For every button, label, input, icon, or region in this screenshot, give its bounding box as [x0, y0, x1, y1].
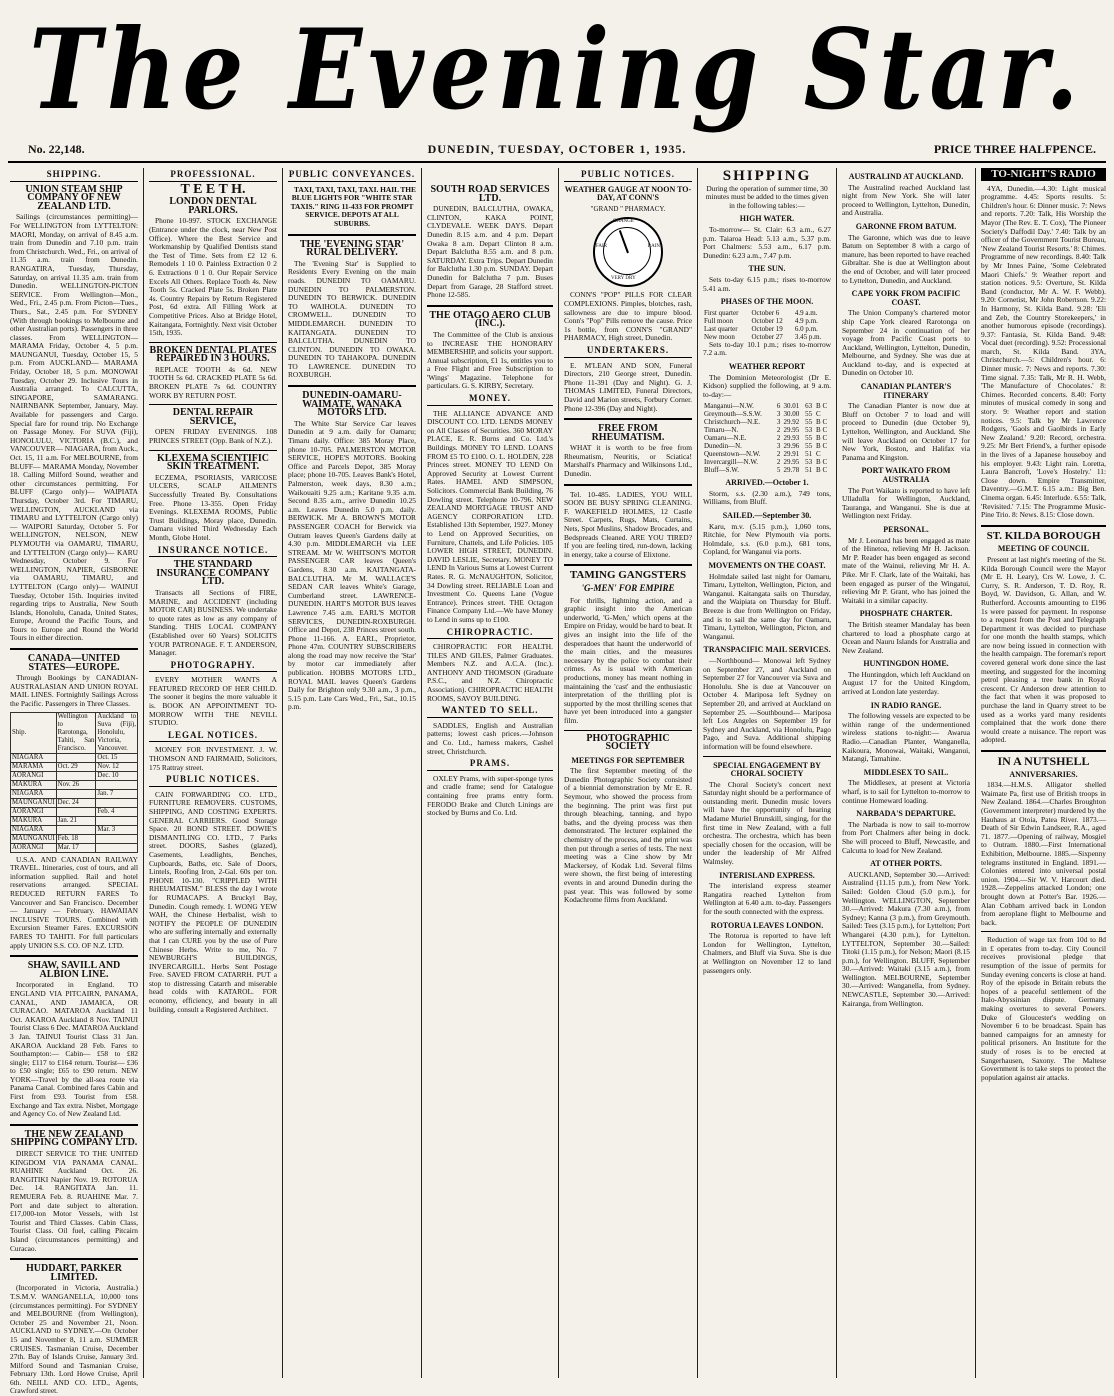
table-cell: Nov. 26: [56, 780, 96, 789]
gauge-label: RAIN: [647, 244, 660, 250]
table-cell: October 27: [751, 332, 783, 341]
ad-title: KLEXEMA SCIENTIFIC SKIN TREATMENT.: [157, 452, 269, 473]
subheading: MIDDLESEX TO SAIL.: [863, 767, 949, 777]
issue-date: DUNEDIN, TUESDAY, OCTOBER 1, 1935.: [427, 142, 687, 156]
masthead-title: The Evening Star.: [29, 4, 1085, 135]
table-cell: 6: [776, 402, 781, 411]
table-cell: [56, 789, 96, 798]
subheading: SPECIAL ENGAGEMENT BY CHORAL SOCIETY: [713, 760, 821, 779]
dateline: [0, 140, 1114, 160]
body: The Middlesex, at present at Victoria wharf, is to sail for Lyttelton to-morrow to continue Homeward loading.: [842, 778, 970, 805]
subheading: WEATHER REPORT: [728, 361, 806, 371]
table-cell: 3: [776, 442, 781, 451]
table-cell: 29.96: [783, 442, 800, 451]
body: To-morrow— St. Clair: 6.3 a.m., 6.27 p.m. Taiaroa Head: 5.13 a.m., 5.37 p.m. Port Chalmers: 5.53 a.m., 6.17 p.m. Dunedin: 6.23 a.m., 7.47 p.m.: [703, 224, 831, 260]
table-cell: October 6: [751, 308, 780, 317]
table-cell: B C: [816, 458, 828, 467]
ad-title: LONDON DENTAL PARLORS.: [169, 196, 257, 216]
ad-title: FREE FROM RHEUMATISM.: [591, 423, 665, 443]
ad-body: The Committee of the Club is anxious to INCREASE THE HONORARY MEMBERSHIP, and solicits your support. Annual subscription, £1 1s, entitles you to a Free Flight and Free Subscription to 'Wings' Magazine. Telephone for particulars. G. S. KIRBY, Secretary.: [427, 329, 553, 391]
body: The Garonne, which was due to leave Batum on September 8 with a cargo of manure, has been reported to have reached Gibraltar. She is due at Wellington about the end of October, and will later proceed to Lyttelton, Dunedin, and Auckland.: [842, 232, 970, 285]
table-row: [703, 458, 831, 466]
table-cell: [56, 825, 96, 834]
table-cell: 55: [805, 418, 813, 427]
table-cell: 55: [805, 410, 813, 419]
table-cell: MAUNGANUI: [12, 834, 55, 842]
ad-body: DUNEDIN, BALCLUTHA, OWAKA, CLINTON, KAKA POINT, CLYDEVALE. WEEK DAYS. Depart Dunedin 8.15 a.m. and 4 p.m. Depart Owaka 8 a.m. Depart Clinton 8 a.m. Depart Balclutha 8.55 a.m. and 8 p.m. SATURDAY. Extra Trips. Depart Dunedin for Balclutha 1.30 p.m. SUNDAY. Depart Dunedin for Balclutha 7 p.m. Buses Depart from Garage, 28 Stafford street. Phone 12-585.: [427, 204, 553, 300]
section-heading: PRAMS.: [427, 759, 553, 771]
divider: [427, 305, 553, 307]
table-cell: Mar. 3: [96, 825, 138, 834]
ad-title: UNION STEAM SHIP COMPANY OF NEW ZEALAND LTD.: [25, 183, 123, 212]
table-cell: 30.00: [783, 410, 800, 419]
ad-body: The White Star Service Car leaves Dunedin at 9 a.m. daily for Oamaru; Timaru daily. Office: 385 Moray Place, phone 10-705. PALMERSTON MOTOR SERVICE, HOPE'S MOTORS. Booking Office and Parcels Depot, 385 Moray place; phone 10-705. Leaves Bank's Hotel, Palmerston, week days, 8.30 a.m.; Waikouaiti 9.25 a.m.; Karitane 9.35 a.m. Second 8.35 a.m., arrive Dunedin 10.25 a.m. Leaves Dunedin 5.0 p.m. daily. BERWICK. Mr A. BROWN'S MOTOR PASSENGER COACH for Berwick via Outram leaves Queen's Gardens daily at 4.30 p.m. MIDDLEMARCH via LEE STREAM. Mr W. WHITSON'S MOTOR PASSENGER CAR leaves Queen's Gardens, 8.30 a.m. KAITANGATA-BALCLUTHA. Mr M. WALLACE'S SEDAN CAR leaves White's Garage, Cumberland street. LAWRENCE-DUNEDIN. HART'S MOTOR BUS leaves Lawrence 7.45 a.m. EARL'S MOTOR SERVICES, DUNEDIN-ROXBURGH. Office and Depot, 238 Princes street south. Phone 11-166. A. EARL, Proprietor, Phone 47m. COUNTRY SUBSCRIBERS along the road may now receive the 'Star' by motor car immediately after publication. HOBBS MOTORS LTD., ROYAL MAIL leaves Queen's Gardens Daily for Brighton only 9.30 a.m., 3 p.m., 5.15 p.m. Late Cars Wed., Fri., Sat., 10.15 p.m.: [288, 418, 416, 712]
table-header: Auckland to Suva (Fiji), Honolulu, Victoria, Vancouver.: [97, 712, 136, 752]
table-row: [703, 426, 831, 434]
body: Karu, m.v. (5.15 p.m.), 1,060 tons, Ritchie, for New Plymouth via ports. Holmdale, s.s. (6.0 p.m.), 681 tons, Copland, for Wanganui via ports.: [703, 521, 831, 557]
table-cell: Last quarter: [704, 324, 738, 333]
body: The Huntingdon, which left Auckland on August 17 for the United Kingdom, arrived at London late yesterday.: [842, 669, 970, 697]
table-cell: NIAGARA: [11, 825, 57, 834]
subheading: ROTORUA LEAVES LONDON.: [710, 920, 824, 930]
article-headline: TAMING GANGSTERS: [569, 569, 687, 582]
table-cell: NIAGARA: [11, 789, 57, 798]
subheading: HUNTINGDON HOME.: [863, 659, 949, 669]
gauge-label: FAIR: [596, 244, 608, 250]
divider: [10, 1258, 138, 1260]
table-row: [703, 317, 831, 325]
section-heading: WANTED TO SELL.: [427, 706, 553, 718]
table-cell: [96, 816, 138, 825]
table-cell: Queenstown—N.W.: [704, 450, 761, 459]
body: Mr J. Leonard has been engaged as mate of the Hinetoa, relieving Mr H. Jackson. Mr P. Reader has been engaged as second mate of the Wainui, relieving Mr H. A. Pike. Mr F. Clark, late of the Waitaki, has been engaged as purser of the Wingatui, relieving Mr P. Grant, who has joined the Waitaki in a similar capacity.: [842, 535, 970, 605]
table-cell: Oct. 15: [96, 753, 138, 762]
table-cell: B C: [816, 466, 828, 475]
divider: [564, 484, 692, 486]
divider: [564, 564, 692, 566]
body: The Australind reached Auckland last night from New York. She will later proceed to Wellington, Lyttelton, Dunedin, and Australia.: [842, 182, 970, 218]
section-heading: SHIPPING: [722, 168, 812, 184]
ad-title: THE OTAGO AERO CLUB (INC.).: [429, 309, 551, 330]
table-body: [11, 753, 138, 852]
table-row: [703, 434, 831, 442]
column-separator: [421, 168, 422, 1378]
table-cell: Dec. 10: [96, 771, 138, 780]
ad-title: SOUTH ROAD SERVICES LTD.: [430, 184, 550, 204]
table-cell: B C: [816, 442, 828, 451]
article-subheadline: MEETINGS FOR SEPTEMBER: [571, 755, 685, 765]
ad-body: The 'Evening Star' is Supplied to Residents Every Evening on the main roads. DUNEDIN TO OAMARU. DUNEDIN TO PALMERSTON. DUNEDIN TO BERWICK. DUNEDIN TO WAIHOLA. DUNEDIN TO CROMWELL. DUNEDIN TO MIDDLEMARCH. DUNEDIN TO KAITANGATA. DUNEDIN TO BALCLUTHA. DUNEDIN TO CLINTON. DUNEDIN TO OWAKA. DUNEDIN TO TAHAKOPA. DUNEDIN TO LAWRENCE. DUNEDIN TO ROXBURGH.: [288, 258, 416, 380]
column-separator: [282, 168, 283, 1378]
divider: [564, 730, 692, 731]
table-cell: B C: [816, 402, 828, 411]
subheading: AUSTRALIND AT AUCKLAND.: [848, 172, 964, 181]
subheading: IN RADIO RANGE.: [870, 700, 942, 710]
column-separator: [697, 168, 698, 1378]
ad-body: CAIN FORWARDING CO. LTD., FURNITURE REMOVERS. CUSTOMS, SHIPPING, AND COSTING EXPERTS. GENERAL CARRIERS. Good Storage Space. 20 BOND STREET. DOWIE'S DISMANTLING CO. LTD., 7 Parks street. DOORS, Sashes (glazed), Casements, Leadlights, Benches, Cupboards, Baths, etc. Sale of Doors, Lintels, Roofing Iron, 2-Gal. 60s per ton. PHONE 10-130. "CRIPPLED WITH RHEUMATISM." BLESS the day I wrote for RUMACAPS. A Bruckyl Bay, Dunedin. Cough remedy. I. WONG YEW WAH, the Chinese Herbalist, wish to NOTIFY the PEOPLE OF DUNEDIN who are suffering internally and externally that I can CURE you by the use of Pure Chinese Herbs. Write to me, No. 7 NEWBURGH'S BUILDINGS, INVERCARGILL. Herbs Sent Postage Free. SAVED FROM CATARRH. PUT a stop to distressing Catarrh and miserable head colds with KATAROL. FOR economy, efficiency, and beauty in all building, consult a Registered Architect.: [149, 789, 277, 1014]
table-cell: 30.01: [783, 402, 800, 411]
body: The Choral Society's concert next Saturday night should be a performance of outstanding merit. Dunedin music lovers will have the opportunity of hearing Madame Muriel Brunskill, singing, for the first time in New Zealand, with a full orchestra. The orchestra, which has been specially chosen for the occasion, will be under the leadership of Mr Alfred Walmsley.: [703, 779, 831, 867]
subheading: TRANSPACIFIC MAIL SERVICES.: [703, 645, 831, 655]
ad-subtitle: "GRAND " PHARMACY.: [590, 204, 666, 213]
subheading: AT OTHER PORTS.: [870, 859, 942, 869]
table-cell: New moon: [704, 332, 735, 341]
table-cell: Oct. 29: [56, 762, 96, 771]
ad-body: WHAT it is worth to be free from Rheumatism, Neuritis, or Sciatica! Marshall's Pharmacy and Wilkinsons Ltd., Dunedin.: [564, 443, 692, 479]
table-cell: Bluff—S.W.: [704, 466, 740, 475]
moon-table: [703, 309, 831, 341]
table-row: [11, 771, 138, 780]
table-cell: MAKURA: [11, 780, 57, 789]
taxi-ad: TAXI, TAXI, TAXI, TAXI. HAIL THE BLUE LIGHTS FOR "WHITE STAR TAXIS." RING 11-433 FOR PROMPT SERVICE. DEPOTS AT ALL SUBURBS.: [290, 184, 416, 228]
section-heading: UNDERTAKERS.: [564, 346, 692, 358]
table-cell: AORANGI: [11, 807, 57, 816]
table-row: [11, 780, 138, 789]
ad-body: Sailings (circumstances permitting)— For WELLINGTON from LYTTELTON: MAORI, Monday, on arrival of 8.45 a.m. train from Dunedin and 7.10 p.m. train from Christchurch. Wed., Fri., on arrival of 11.35 a.m. train from Dunedin. RANGATIRA, Tuesday, Thursday, Saturday, on arrival 11.35 a.m. train from Dunedin. WELLINGTON-PICTON SERVICE. From Wellington—Mon., Wed., Fri., 2.45 p.m. From Picton—Tues., Thurs., Sat., 2.45 p.m. For SYDNEY (With through bookings to Melbourne and other Australian ports). Passengers in three classes. From WELLINGTON— MARAMA Friday, October 4, 5 p.m. MAUNGANUI, Tuesday, October 15, 5 p.m. From AUCKLAND— MARAMA Friday, October 18, 5 p.m. MONOWAI Tuesday, October 29. Inclusive Tours in Australia arranged. To CALCUTTA, SINGAPORE, SAMARANG. NAIRNBANK September, January, May. Available for passengers and Cargo. Special fare for round trip. No Exchange on Passage Money. For SUVA (Fiji), HONOLULU, VICTORIA (B.C.), and VANCOUVER— NIAGARA, from Auck., Oct. 15, 11 a.m. For MELBOURNE, from BLUFF— MARAMA Monday, November 18. Calling Milford Sound, weather and other circumstances permitting. For BLUFF (Cargo only)— WAIPIATA Thursday, October 3rd. For TIMARU, WELLINGTON, AUCKLAND via TIMARU and LYTTELTON (Cargo only)— WAIPORI Saturday, October 5. For WELLINGTON, NELSON, NEW PLYMOUTH via OAMARU, TIMARU, and LYTTELTON (Cargo only)— KARU Wednesday, October 9. For WELLINGTON, NAPIER, GISBORNE via OAMARU, TIMARU, and LYTTELTON (Cargo only)— WAINUI Tuesday, October 15th. Inquiries invited regarding trips to Australia, New South Islands, Honolulu, Canada, United States, Europe, Around the Pacific Tours, and Tours to Europe and Round the World Tours in either direction.: [10, 212, 138, 643]
section-heading: MONEY.: [427, 394, 553, 406]
ad-body: Tel. 10-485. LADIES, YOU WILL SOON BE BUSY SPRING CLEANING. F. WAKEFIELD HOLMES, 12 Castle Street. Carpets, Rugs, Mats, Curtains, Nets, Spot Muslins, Shadow Brocades, and Bedspreads Cleaned. ARE YOU TIRED? If you are feeling tired, run-down, lacking in energy, take a course of Elixtone.: [564, 489, 692, 559]
table-row: [703, 402, 831, 410]
ad-title: WEATHER GAUGE AT NOON TO-DAY, AT CONN'S: [564, 184, 692, 203]
table-cell: Nov. 12: [96, 762, 138, 771]
table-cell: 55: [805, 434, 813, 443]
ad-title: THE STANDARD INSURANCE COMPANY LTD.: [156, 559, 270, 588]
subheading: ARRIVED.—October 1.: [725, 478, 809, 488]
article-body: Present at last night's meeting of the St. Kilda Borough Council were the Mayor (Mr E. H. Leary), Crs W. Lowe, J. C. Curry, S. R. Anderson, T. D. Roy, R. Boyd, W. Davidson, G. Allan, and W. Rutherford. Accounts amounting to £196 1s were passed for payment. In response to a request from the Post and Telegraph Department it was decided to purchase for one month the health stamps, which are now being issued in connection with the health campaign. The foreman's report covered general work done since the last meeting, and suggested for the incoming petrol pleasing a tree bank in Royal crescent. Cr Anderson drew attention to the fact that when it was proposed to purchase the land in Quarry street to be used as a works yard many residents complained that the work done there would create a nuisance. The report was adopted.: [981, 554, 1106, 745]
table-row: [11, 843, 138, 852]
column-shipping-news: [703, 168, 831, 1378]
table-cell: [96, 834, 138, 843]
body: The Canadian Planter is now due at Bluff on October 7 to load and will proceed to Dunedin (due October 9), Lyttelton, Wellington, and Auckland. She will leave Auckland on October 17 for New York, Boston, and Halifax via Panama and Kingston.: [842, 401, 970, 462]
divider: [149, 342, 277, 343]
ad-body: (Incorporated in Victoria, Australia.) T.S.M.V. WANGANELLA, 10,000 tons (circumstances permitting). For SYDNEY and MELBOURNE (from Wellington), October 25 and November 21, Noon. AUCKLAND to SYDNEY.—On October 15 and November 8, 11 a.m. SUMMER CRUISES. Tasmanian Cruise, December 27th. Bay of Islands Cruise, January 3rd. Milford Sound and Tasmanian Cruise, February 13th. Lord Howe Cruise, April 6th. NEILL AND CO. LTD., Agents, Crawford street.: [10, 1283, 138, 1396]
ad-body: Transacts all Sections of FIRE, MARINE, and ACCIDENT (including MOTOR CAR) BUSINESS. We undertake to quote rates as low as any company of Standing. THIS LOCAL COMPANY (Established over 60 Years) SOLICITS YOUR PATRONAGE. F. T. ANDERSON, Manager.: [149, 587, 277, 658]
table-row: [703, 309, 831, 317]
table-cell: 2: [776, 434, 781, 443]
subheading: PERSONAL.: [883, 524, 929, 534]
body: The following vessels are expected to be within range of the undermentioned wireless stations to-night:— Awarua Radio.—Canadian Planter, Wanganella, Kaikoura, Monowai, Waitaki, Wanganui, Matangi, Tamahine.: [842, 711, 970, 764]
divider: [288, 234, 416, 236]
ad-body: SADDLES, English and Australian patterns; lowest cash prices.—Johnson and Co. Ltd., harness makers, Cashel street, Christchurch.: [427, 720, 553, 756]
table-cell: [96, 798, 138, 807]
ad-body: OXLEY Prams, with super-sponge tyres and cradle frame; send for Catalogue containing free prams entry form. FERODO Brake and Clutch Linings are stocked by Burns and Co. Ltd.: [427, 773, 553, 818]
table-cell: 51: [805, 450, 813, 459]
table-cell: Christchurch—N.E.: [704, 418, 760, 427]
issue-price: PRICE THREE HALFPENCE.: [933, 142, 1096, 156]
table-cell: 53: [805, 426, 813, 435]
column-shipping-items: [842, 168, 970, 1378]
ad-body: DIRECT SERVICE TO THE UNITED KINGDOM VIA PANAMA CANAL. RUAHINE Auckland Oct. 26. RANGITIKI Napier Nov. 19. ROTORUA Dec. 14. RANGITATA Jan. 11. REMUERA Feb. 8. RUAHINE Mar. 7. Port and date subject to alteration. £17,000-ton Motor Vessels, with 1st Tourist and Third Classes. Cabin Class, Tourist Class. Oil fuel, calling Pitcairn Island (circumstances permitting) and Curacao.: [10, 1149, 138, 1253]
column-separator: [558, 168, 559, 1378]
table-header-row: [11, 712, 138, 753]
subheading: PHASES OF THE MOON.: [720, 297, 814, 307]
ad-body: U.S.A. AND CANADIAN RAILWAY TRAVEL. Itineraries, cost of tours, and all information supplied. Rail and hotel reservations arranged. SPECIAL REDUCED RETURN FARES To Vancouver and San Francisco. December — January — February. HAWAIIAN INCLUSIVE TOURS. Combined with Excursion Steamer Fares. EXCURSION FARES TO TAHITI. For full particulars apply UNION S.S. CO. OF N.Z. LTD.: [10, 854, 138, 950]
table-cell: AORANGI: [11, 771, 57, 780]
table-cell: C: [816, 410, 821, 419]
body: The interisland express steamer Rangatira reached Lyttelton from Wellington at 6.40 a.m. to-day. Passengers for the south connected with the express.: [703, 881, 831, 916]
article-headline: IN A NUTSHELL: [997, 754, 1090, 768]
subheading: PHOSPHATE CHARTER.: [859, 609, 953, 619]
ad-title: T E E T H.: [180, 181, 246, 197]
section-heading: PROFESSIONAL.: [149, 170, 277, 182]
subheading: PORT WAIKATO FROM AUSTRALIA: [861, 466, 951, 484]
table-row: [703, 418, 831, 426]
ad-body: OPEN FRIDAY EVENINGS. 108 PRINCES STREET (Opp. Bank of N.Z.).: [149, 427, 277, 446]
table-cell: Jan. 7: [96, 789, 138, 798]
divider: [10, 955, 138, 957]
ad-title: THE NEW ZEALAND SHIPPING COMPANY LTD.: [10, 1128, 138, 1149]
section-heading: PHOTOGRAPHY.: [149, 661, 277, 673]
table-cell: 3: [776, 418, 781, 427]
ad-body: Incorporated in England. TO ENGLAND VIA PITCAIRN, PANAMA, CANAL, AND JAMAICA, OR CURACAO. MATAROA Auckland 11 Oct. AKAROA Auckland 8 Nov. TAINUI Tourist Class 6 Dec. MATAROA Auckland 3 Jan. TAINUI Tourist Class 31 Jan. AKAROA Auckland 28 Feb. Fares to Southampton:— Cabin— £58 to £82 single; £117 to £164 return. Tourist— £36 to £50 single; £65 to £90 return. NEW YORK—Travel by the all-sea route via Panama Canal. Combined fares Cabin and First from £93. Tourist from £58. Exchange and Tax extra. Nisbet, Mortgage and Agency Co. of New Zealand Ltd.: [10, 980, 138, 1119]
table-cell: Dec. 24: [56, 798, 96, 807]
ad-title: DUNEDIN-OAMARU-WAIMATE, WANAKA MOTORS LTD.: [302, 390, 402, 419]
ad-body: Through Bookings by CANADIAN-AUSTRALASIAN AND UNION ROYAL MAIL LINES. Fortnightly Sailings Across the Pacific. Passengers in Three Classes.: [10, 673, 138, 709]
section-heading: CHIROPRACTIC.: [427, 628, 553, 640]
table-cell: Jan. 21: [56, 816, 96, 825]
body: Sets to-day 10.1 p.m.; rises to-morrow 7.2 a.m.: [703, 339, 831, 358]
column-separator: [143, 168, 144, 1378]
body: —Northbound— Monowai left Sydney on September 27, and Auckland on September 27 for Vancouver via Suva and Honolulu. She is due at Vancouver on October 4. Mariposa left Sydney on September 20, and arrived at Auckland on September 25. —Southbound— Mariposa left Los Angeles on September 19 for Sydney and Auckland, via Honolulu, Pago Pago, and Suva. Additional shipping information will be found elsewhere.: [703, 655, 831, 751]
table-cell: 29.95: [783, 458, 800, 467]
divider: [981, 750, 1106, 752]
table-cell: MAUNGANUI: [12, 798, 55, 806]
body: Sets to-day 6.15 p.m.; rises to-morrow 5.41 a.m.: [703, 274, 831, 293]
table-cell: First quarter: [704, 308, 739, 317]
table-cell: 29.95: [783, 426, 800, 435]
sailings-table: [10, 712, 138, 853]
table-cell: 5: [776, 466, 781, 475]
table-cell: Oamaru—N.E.: [704, 434, 747, 443]
masthead: [0, 0, 1114, 140]
subheading: SAILED.—September 30.: [722, 511, 812, 521]
ad-body: E. M'LEAN AND SON, Funeral Directors, 210 George street, Dunedin. Phone 11-391 (Day and Night). G. J. THOMAS LIMITED, Funeral Directors, David and Marion streets, Forbury Corner. Phone 12-396 (Day and Night).: [564, 360, 692, 413]
table-cell: 4.9 p.m.: [794, 316, 818, 325]
ad-body: REPLACE TOOTH 4s 6d. NEW TOOTH 5s 6d. CRACKED PLATE 5s 6d. BROKEN PLATE 7s 6d. COUNTRY WORK BY RETURN POST.: [149, 364, 277, 400]
table-row: [11, 762, 138, 771]
divider: [288, 385, 416, 387]
table-row: [11, 753, 138, 762]
divider: [981, 525, 1106, 527]
body: The Narbada is now to sail to-morrow from Port Chalmers after being in dock. She will proceed to Bluff, Newcastle, and Calcutta to load for New Zealand.: [842, 819, 970, 855]
subheading: INTERISLAND EXPRESS.: [719, 870, 815, 880]
article-body: For thrills, lightning action, and a graphic insight into the American underworld, 'G-Men,' which opens at the Empire on Friday, would be hard to beat. It gives an insight into the life of the desperadoes that haunt the underworld of the main cities, and the measures necessary by the police to combat their crimes. As is usual with American productions, money has meant nothing in maintaining the 'cast' and the enthusiastic interpretation of the thrilling plot is supported by the most thrilling scenes that have yet been introduced into a gangster film.: [564, 595, 692, 725]
table-row: [703, 442, 831, 450]
section-heading: TO-NIGHT'S RADIO: [981, 168, 1106, 181]
table-cell: October 12: [751, 316, 783, 325]
divider: [981, 931, 1106, 932]
ad-body: EVERY MOTHER WANTS A FEATURED RECORD OF HER CHILD. The sooner it begins the more valuable it is. BOOK AN APPOINTMENT TO-MORROW WITH THE NEVILL STUDIO.: [149, 675, 277, 728]
subheading: THE SUN.: [748, 264, 786, 274]
table-cell: [56, 807, 96, 816]
ad-title: CANADA—UNITED STATES—EUROPE.: [27, 653, 121, 673]
table-cell: C: [816, 450, 821, 459]
table-cell: 29.93: [783, 434, 800, 443]
ad-title: HUDDART, PARKER LIMITED.: [26, 1263, 122, 1283]
table-cell: Greymouth—S.S.W.: [704, 410, 762, 419]
masthead-rule: [8, 161, 1106, 163]
body: The Rotorua is reported to have left London for Wellington, Lyttelton, Chalmers, and Bluff via Suva. She is due at Wellington on November 12 to land passengers only.: [703, 931, 831, 975]
column-public-notices: [564, 168, 692, 1378]
table-cell: Manganui—N.W.: [704, 402, 754, 411]
table-cell: [56, 753, 96, 762]
table-cell: [56, 771, 96, 780]
subheading: CANADIAN PLANTER'S ITINERARY: [860, 382, 952, 400]
table-cell: 55: [805, 442, 813, 451]
table-cell: 3.45 p.m.: [794, 332, 822, 341]
ad-body: MONEY FOR INVESTMENT. J. W. THOMSON AND FAIRMAID, Solicitors, 175 Rattray street.: [149, 745, 277, 772]
table-cell: Dunedin—N.: [704, 442, 742, 451]
subheading: HIGH WATER.: [739, 214, 795, 224]
column-radio-news: [981, 168, 1106, 1378]
table-row: [11, 789, 138, 798]
table-cell: Mar. 17: [56, 843, 96, 852]
divider: [149, 450, 277, 451]
column-conveyances: [288, 168, 416, 1378]
article-subheadline: 'G-MEN' FOR EMPIRE: [581, 583, 675, 593]
table-row: [703, 410, 831, 418]
ad-title: DENTAL REPAIR SERVICE,: [172, 407, 254, 427]
table-cell: 63: [805, 402, 813, 411]
article-subheadline: MEETING OF COUNCIL: [997, 544, 1090, 554]
table-cell: 6.0 p.m.: [794, 324, 818, 333]
section-heading: PUBLIC NOTICES.: [564, 170, 692, 182]
body: Storm, s.s. (2.30 a.m.), 749 tons, Williams, from Bluff.: [703, 488, 831, 507]
ad-title: SHAW, SAVILL AND ALBION LINE.: [27, 960, 121, 980]
table-cell: Invercargill—N.W.: [704, 458, 759, 467]
table-cell: 4.9 a.m.: [794, 308, 818, 317]
table-cell: 29.92: [783, 418, 800, 427]
table-cell: MARAMA: [11, 762, 57, 771]
table-row: [11, 807, 138, 816]
issue-number: No. 22,148.: [28, 142, 85, 156]
table-row: [703, 450, 831, 458]
article-headline: ST. KILDA BOROUGH: [986, 529, 1101, 542]
gauge-label: CHANGE: [613, 219, 634, 225]
ad-body: CONN'S "POP" PILLS FOR CLEAR COMPLEXIONS. Pimples, blotches, rash, sallowness are due to impure blood. Conn's "Pop" Pills remove the cause. Price 1s bottle, from CONN'S "GRAND" PHARMACY, High street, Dunedin.: [564, 290, 692, 343]
subheading: CAPE YORK FROM PACIFIC COAST.: [851, 289, 961, 307]
divider: [703, 756, 831, 757]
body: Holmdale sailed last night for Oamaru, Timaru, Lyttelton, Wellington, Picton, and Wanganui. Kaitangata sails on Thursday, and the Waipiata on Thursday for Bluff. Breeze is due from Wellington on Friday, and is to sail the same day for Oamaru, Timaru, Lyttelton, Wellington, Picton, and Wanganui.: [703, 571, 831, 641]
ad-body: ECZEMA, PSORIASIS, VARICOSE ULCERS, SCALP AILMENTS Successfully Treated By. Consultations Free. Phone 13-355. Open Friday Evenings. KLEXEMA ROOMS, Public Trust Buildings, Moray place, Dunedin. Oamaru visited Third Wednesday Each Month, Globe Hotel.: [149, 472, 277, 542]
column-professional: [149, 168, 277, 1378]
table-cell: B C: [816, 434, 828, 443]
table-cell: 51: [805, 466, 813, 475]
ad-title: THE 'EVENING STAR' RURAL DELIVERY.: [299, 238, 405, 259]
section-heading: LEGAL NOTICES.: [149, 731, 277, 743]
column-money: [427, 168, 553, 1378]
table-cell: Timaru—N.: [704, 426, 739, 435]
body: AUCKLAND, September 30.—Arrived: Australind (11.15 p.m.), from New York. Sailed: Golden Cloud (5.0 p.m.), for Wellington. WELLINGTON, September 30.—Arrived: Makura (7.30 a.m.), from Sydney; Kanna (3 p.m.), from Greymouth. Sailed: Tees (3.15 p.m.), for Lyttelton; Port Whangarei (4.30 p.m.), for Lyttelton. LYTTELTON, September 30.—Sailed: Titoki (1.15 p.m.), for Nelson; Maori (8.15 p.m.), for Wellington. BLUFF, September 30.—Arrived: Waitaki (3.15 a.m.), from Wellington. MELBOURNE, September 30.—Arrived: Wanganella, from Sydney. NEWCASTLE, September 30.—Arrived: Kairanga, from Wellington.: [842, 869, 970, 1008]
table-cell: Full moon: [704, 316, 733, 325]
table-cell: 29.78: [783, 466, 800, 475]
divider: [10, 648, 138, 650]
table-row: [11, 825, 138, 834]
table-cell: [96, 843, 138, 852]
table-row: [11, 816, 138, 825]
table-cell: 2: [776, 458, 781, 467]
subheading: MOVEMENTS ON THE COAST.: [708, 561, 826, 571]
ad-body: Phone 10-997. STOCK EXCHANGE (Entrance under the clock, near New Post Office). Where the Best Service and Workmanship by Qualified Dentists stand the Test of Time. Sets from £2 12 6. Remodels 1 10 0. Painless Extraction 0 2 6. Extractions 0 1 0. Our Repair Service Excels All Others. Replace Tooth 4s. New Tooth 5s. Cracked Plate 5s. Broken Plate 4s. Country Repairs by Return Registered Post, 6d extra. All Filling Work at Competitive Prices. Also at Bridge Hotel, Kaitangata, Fortnightly. Next visit October 15th, 1935.: [149, 216, 277, 338]
divider: [564, 418, 692, 420]
article-headline: PHOTOGRAPHIC SOCIETY: [586, 732, 670, 753]
table-header: Wellington to Rarotonga, Tahiti, San Francisco.: [57, 712, 95, 752]
column-shipping: [10, 168, 138, 1396]
weather-table: [703, 402, 831, 474]
subheading: GARONNE FROM BATUM.: [855, 221, 957, 231]
table-cell: AORANGI: [11, 843, 57, 852]
table-cell: 2: [776, 426, 781, 435]
table-cell: 53: [805, 458, 813, 467]
table-header: Ship.: [11, 712, 57, 753]
table-cell: 3: [776, 410, 781, 419]
table-cell: B C: [816, 426, 828, 435]
ad-title: BROKEN DENTAL PLATES REPAIRED IN 3 HOURS.: [149, 344, 277, 365]
table-row: [11, 798, 138, 807]
subheading: NARBADA'S DEPARTURE.: [856, 809, 956, 819]
table-cell: October 19: [751, 324, 783, 333]
divider: [149, 404, 277, 405]
table-cell: [96, 780, 138, 789]
article-body: The first September meeting of the Dunedin Photographic Society consisted of a biennial demonstration by Mr E. R. Seymour, who showed the process from the beginning. The print was first put through bleaching, tanning, and hypo baths, and the dyeing process was then demonstrated. The lecturer explained the chemistry of the process, and the print was then put through a series of tests. The next meeting was a Cine show by Mr Mackersey, of Kodak Ltd. Several films were shown, the first being of interesting events in and around Dunedin during the past year. This was followed by some Kodachrome films from Auckland.: [564, 766, 692, 905]
table-cell: Feb. 18: [56, 834, 96, 843]
column-separator: [975, 168, 976, 1378]
body: The Port Waikato is reported to have left Ulladulla for Wellington, Auckland, Tauranga, and Wanganui. She is due at Wellington next Friday.: [842, 485, 970, 521]
article-body: 1834.—H.M.S. Alligator shelled Waimate Pa, first use of British troops in New Zealand. 1864.—Charles Broughton (Government interpreter) murdered by the Hauhaus at Otoia, Patea River. 1873.—Death of Sir Edwin Landseer, R.A., aged 71. 1877.—Opening of railway, Mosgiel to Outram. 1880.—First International Exhibition, Melbourne. 1885.—Sixpenny telegrams instituted in England. 1891.—Colonies entered into universal postal union. 1904.—Sir W. V. Harcourt died. 1928.—Zeppelins attacked London; one brought down at Potter's Bar. 1926.—Alan Cobham arrived back in London from aeroplane flight to Melbourne and back.: [981, 780, 1106, 927]
body: 4YA, Dunedin.—4.30: Light musical programme. 4.45: Sports results. 5: Children's hour. 6: Dinner music. 7: News and reports. 7.20: Talk, His Worship the Mayor (The Rev. E. T. Cox), 'The Pioneer Society's Daffodil Day.' 7.40: Talk by an officer of the Government Tourist Bureau, 'New Zealand Tourist Resorts.' 8: Chimes. Programme of new recordings. 8.40: Talk by Mr Innes Paine, 'Some Celebrated Maori Chiefs.' 9: Weather report and station notices. 9.5: Overture, St. Kilda Band (conductor, Mr A. W. F. Webb). 9.20: Cornetist, Mr John Robertson. 9.22: In Harmony, St. Kilda Band. 9.28: 'Eli and Zeb, the Country Storekeepers,' in another humorous episode (recordings). 9.37: Fantasia, St. Kilda Band. 9.48: Vocal duet (recording). 9.52: Processional march, St. Kilda Band. 3YA, Christchurch.—5: Children's hour. 6: Dinner music. 7: News and reports. 7.30: Time signal. 7.35: Talk, Mr R. H. Webb, 'The Manufacture of Chocolates.' 8: Chimes. Recorded concerts. 8.40: Forty minutes of musical comedy in song and story. 9: Weather report and station notices. 9.5: Talk by Mr Lawrence Rodgers, 'Gaols and Gaolbirds in Early New Zealand.' 9.20: Record, orchestra. 9.25: Mr Bert Friend's, a further episode in the lives of a Japanese houseboy and his employer. 9.43: Light rain. Loretta, Laura Bancroft, 'Love's Hostelry.' 11: Close down. Empire Transmitter, Daventry.—G.M.T. 6.15 a.m.: Big Ben. Cinema organ. 6.45: Interlude. 6.55: Talk, 'Revisited.' 7.15: The Programme Music-Pine Trio. 8: News. 8.15: Close down.: [981, 183, 1106, 520]
section-heading: INSURANCE NOTICE.: [149, 546, 277, 558]
gauge-label: VERY DRY: [611, 275, 636, 281]
barometer-illustration: [593, 217, 663, 287]
body: The Dominion Meteorologist (Dr E. Kidson) supplied the following, at 9 a.m. to-day:—: [703, 372, 831, 399]
ad-body: CHIROPRACTIC FOR HEALTH. TILES AND GILES, Palmer Graduates. Members N.Z. and A.C.A. (Inc.). ANTHONY AND THOMSON (Graduate P.S.C., and N.Z. Chiropractic Association). CHIROPRACTIC HEALTH ROOMS, SAVOY BUILDING.: [427, 642, 553, 703]
section-heading: PUBLIC NOTICES.: [149, 775, 277, 787]
article-subheadline: ANNIVERSARIES.: [1009, 769, 1078, 779]
table-cell: 29.91: [783, 450, 800, 459]
table-row: [11, 834, 138, 843]
table-row: [703, 466, 831, 474]
section-heading: PUBLIC CONVEYANCES.: [288, 170, 416, 182]
body: The Union Company's chartered motor ship Cape York cleared Rarotonga on September 24 in continuation of her voyage from Pacific Coast ports to Auckland, Wellington, Lyttelton, Dunedin, Melbourne, and Sydney. She was due at Auckland to-day, and is expected at Dunedin on October 10.: [842, 308, 970, 378]
divider: [10, 1124, 138, 1126]
body: The British steamer Mandalay has been chartered to load a phosphate cargo at Ocean and Nauru Islands for Australia and New Zealand.: [842, 619, 970, 655]
ad-body: THE ALLIANCE ADVANCE AND DISCOUNT CO. LTD. LENDS MONEY on All Classes of Securities. 360 MORAY PLACE, E. R. Burns and Co. Ltd.'s Buildings. MONEY TO LEND. LOANS FROM £5 TO £100. O. L. HOLDEN, 228 Princes street. MONEY TO LEND On Approved Security at Lowest Current Rates. HAMEL AND SIMPSON, Solicitors. Commercial Bank Building, 76 Dowling street. Telephone 10-796. NEW ZEALAND MORTGAGE TRUST AND AGENCY CORPORATION LTD. Established 13th September, 1927. Money to Lend on Approved Securities, on Furniture, Chattels, and Life Policies. 105 LOWER HIGH STREET, DUNEDIN. DAVID LESLIE, Secretary. MONEY TO LEND In Various Sums at Lowest Current Rates. R. G. McNAUGHTON, Solicitor, 34 Dowling street. RELIABLE Loan and Investment Co. Queens Lane (Vogue Entrance). Princes street. THE Octagon Finance Company Ltd.—We have Money to Lend in sums up to £100.: [427, 408, 553, 624]
table-row: [703, 325, 831, 333]
table-cell: 2: [776, 450, 781, 459]
table-cell: NIAGARA: [11, 753, 57, 762]
intro: During the operation of summer time, 30 minutes must be added to the times given in the following tables:—: [705, 183, 829, 210]
table-cell: MAKURA: [11, 816, 57, 825]
article-body: Reduction of wage tax from 10d to 8d in £ operates from to-day. City Council receives provisional pledge that resumption of the issue of permits for Sunday evening concerts is close at hand. Roy of the episode in Britain rebuts the hopes of a peaceful settlement of the Italo-Abyssinian dispute. Germany making overtures to several Powers. Duke of Gloucester's wedding on November 6 to be broadcast. Spain has banned campaigns for an amnesty for political prisoners. An Institute for the study of roses is to be erected at Sangerhausen, Saxony. The Maltese Government is to take steps to protect the population against air attacks.: [981, 935, 1106, 1082]
section-heading: SHIPPING.: [10, 170, 138, 182]
column-separator: [836, 168, 837, 1378]
table-cell: B C: [816, 418, 828, 427]
table-cell: Feb. 4: [96, 807, 138, 816]
